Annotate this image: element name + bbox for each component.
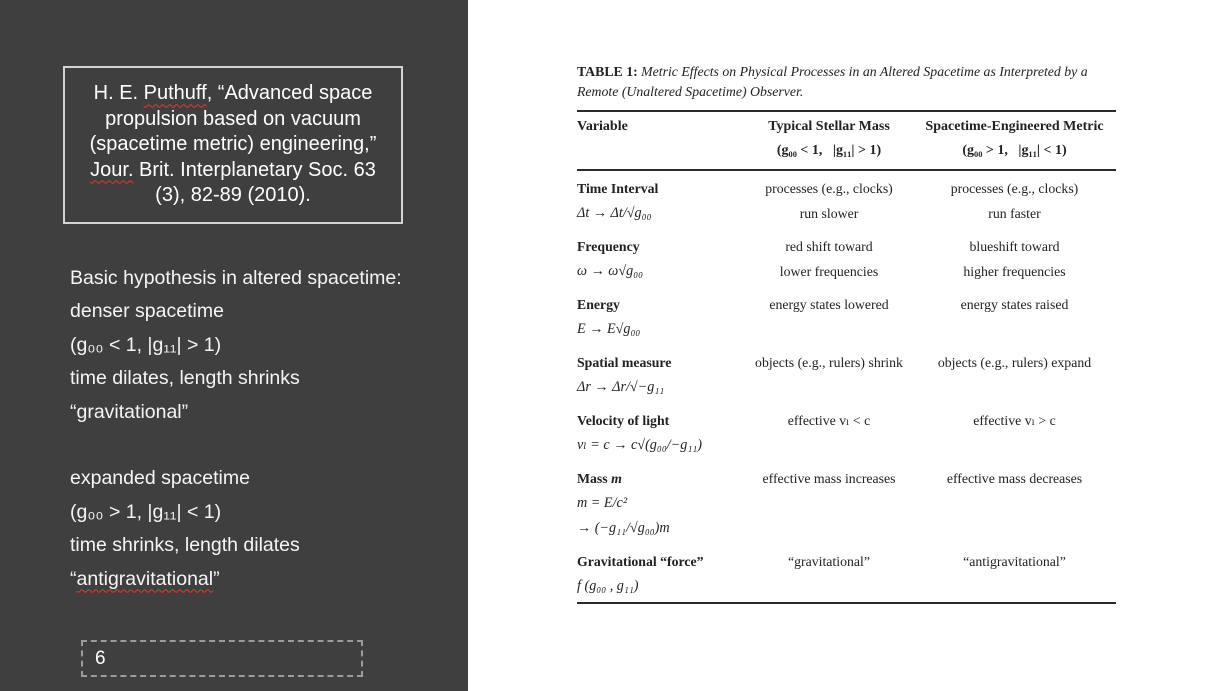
variable-name-segment: Energy: [577, 297, 620, 312]
stellar-mass-cell: [745, 549, 913, 599]
hypothesis-line-segment: time shrinks, length dilates: [70, 534, 300, 557]
table-header-row: [577, 112, 1116, 169]
stellar-mass-line: processes (e.g., clocks): [765, 181, 893, 196]
engineered-metric-line: objects (e.g., rulers) expand: [937, 355, 1092, 370]
stellar-mass-line: objects (e.g., rulers) shrink: [755, 355, 903, 370]
variable-cell: [577, 292, 745, 342]
column-header-stellar-condition: (g₀₀ < 1, |g₁₁| > 1): [776, 143, 882, 158]
hypothesis-line: [70, 529, 462, 562]
column-header-engineered: Spacetime-Engineered Metric: [925, 119, 1104, 134]
variable-cell: [577, 408, 745, 458]
engineered-metric-line: higher frequencies: [963, 264, 1066, 279]
variable-name: [577, 350, 745, 375]
engineered-metric-cell: [913, 549, 1116, 599]
table-row: [577, 403, 1116, 461]
table-row: [577, 345, 1116, 403]
hypothesis-line: [70, 429, 462, 462]
hypothesis-line-segment: antigravitational: [76, 567, 214, 590]
stellar-mass-cell: [745, 176, 913, 226]
hypothesis-line: [70, 563, 462, 596]
citation-line: [65, 107, 401, 132]
citation-line: [65, 183, 401, 208]
citation-line-segment: , “Advanced space: [206, 82, 373, 105]
variable-formula: f (g₀₀ , g₁₁): [577, 578, 639, 594]
variable-name-segment: Frequency: [577, 239, 640, 254]
slide-number: 6: [95, 647, 106, 669]
table-caption-label: TABLE 1:: [577, 64, 638, 79]
stellar-mass-cell: [745, 234, 913, 284]
engineered-metric-line: effective vₗ > c: [973, 413, 1056, 428]
stellar-mass-line: run slower: [799, 206, 859, 221]
stellar-mass-line: effective vₗ < c: [787, 413, 871, 428]
hypothesis-line-segment: “gravitational”: [70, 400, 189, 423]
engineered-metric-line: run faster: [988, 206, 1041, 221]
citation-line-segment: (spacetime metric) engineering,”: [89, 133, 377, 156]
hypothesis-line: [70, 396, 462, 429]
variable-cell: [577, 350, 745, 400]
table-row: [577, 229, 1116, 287]
table-bottom-rule: [577, 602, 1116, 604]
engineered-metric-line: processes (e.g., clocks): [950, 181, 1079, 196]
variable-name: [577, 176, 745, 201]
stellar-mass-line: energy states lowered: [769, 297, 889, 312]
citation-line: [65, 81, 401, 106]
engineered-metric-cell: [913, 466, 1116, 541]
variable-formula: → (−g₁₁/√g₀₀)m: [577, 520, 670, 536]
stellar-mass-cell: [745, 408, 913, 458]
citation-line-segment: propulsion based on vacuum: [105, 107, 361, 130]
engineered-metric-cell: [913, 408, 1116, 458]
citation-line-segment: Brit. Interplanetary Soc. 63: [133, 158, 376, 181]
hypothesis-line: [70, 462, 462, 495]
engineered-metric-line: effective mass decreases: [946, 471, 1083, 486]
citation-line-segment: (3), 82-89 (2010).: [155, 184, 311, 207]
table-row: [577, 461, 1116, 544]
citation-line-segment: H. E.: [93, 82, 144, 105]
hypothesis-line-segment: (g₀₀ > 1, |g₁₁| < 1): [70, 500, 222, 523]
slide-number-placeholder[interactable]: [81, 640, 363, 677]
hypothesis-line-segment: expanded spacetime: [70, 467, 250, 490]
hypothesis-line: [70, 262, 462, 295]
table-row: [577, 544, 1116, 602]
table-row: [577, 171, 1116, 229]
engineered-metric-line: blueshift toward: [969, 239, 1060, 254]
stellar-mass-line: effective mass increases: [762, 471, 896, 486]
stellar-mass-cell: [745, 466, 913, 541]
variable-formula: E → E√g₀₀: [577, 321, 641, 337]
variable-name: [577, 408, 745, 433]
engineered-metric-line: “antigravitational”: [963, 554, 1066, 569]
table-body: [577, 171, 1116, 602]
hypothesis-line-segment: “: [70, 567, 77, 590]
engineered-metric-cell: [913, 292, 1116, 342]
column-header-stellar: Typical Stellar Mass: [768, 119, 890, 134]
variable-formula: ω → ω√g₀₀: [577, 263, 644, 279]
table-caption-body: Metric Effects on Physical Processes in an Altered Spacetime as Interpreted by a Remote (Unaltered Spacetime) Observer.: [577, 64, 1088, 99]
engineered-metric-cell: [913, 350, 1116, 400]
hypothesis-line: [70, 362, 462, 395]
variable-name-segment: Time Interval: [577, 181, 659, 196]
engineered-metric-cell: [913, 234, 1116, 284]
citation-line: [65, 158, 401, 183]
hypothesis-line: [70, 496, 462, 529]
citation-text-box[interactable]: [63, 66, 403, 224]
stellar-mass-cell: [745, 292, 913, 342]
citation-line-segment: Puthuff: [143, 82, 207, 105]
variable-cell: [577, 549, 745, 599]
variable-name-segment: Gravitational “force”: [577, 554, 704, 569]
engineered-metric-line: energy states raised: [960, 297, 1069, 312]
variable-formula: Δr → Δr/√−g₁₁: [577, 379, 665, 395]
hypothesis-line-segment: (g₀₀ < 1, |g₁₁| > 1): [70, 333, 222, 356]
hypothesis-line-segment: time dilates, length shrinks: [70, 367, 300, 390]
table-caption: [577, 62, 1116, 101]
hypothesis-line-segment: denser spacetime: [70, 300, 224, 323]
citation-line-segment: Jour.: [90, 158, 134, 181]
hypothesis-line-segment: ”: [213, 567, 220, 590]
citation-line: [65, 132, 401, 157]
variable-name: [577, 292, 745, 317]
engineered-metric-cell: [913, 176, 1116, 226]
stellar-mass-cell: [745, 350, 913, 400]
hypothesis-line: [70, 329, 462, 362]
table-row: [577, 287, 1116, 345]
hypothesis-line-segment: Basic hypothesis in altered spacetime:: [70, 267, 402, 289]
variable-name-segment: Mass: [577, 471, 612, 486]
variable-formula: Δt → Δt/√g₀₀: [577, 205, 652, 221]
variable-cell: [577, 176, 745, 226]
metric-effects-table[interactable]: [577, 62, 1116, 604]
stellar-mass-line: red shift toward: [785, 239, 873, 254]
variable-formula: vₗ = c → c√(g₀₀/−g₁₁): [577, 437, 702, 453]
variable-name-segment: m: [611, 471, 622, 486]
variable-name-segment: Velocity of light: [577, 413, 670, 428]
column-header-engineered-condition: (g₀₀ > 1, |g₁₁| < 1): [962, 143, 1067, 158]
stellar-mass-line: “gravitational”: [788, 554, 870, 569]
variable-name: [577, 466, 745, 491]
hypothesis-line: [70, 295, 462, 328]
hypothesis-text-block[interactable]: [70, 262, 462, 596]
column-header-variable: Variable: [577, 119, 628, 134]
variable-name-segment: Spatial measure: [577, 355, 672, 370]
stellar-mass-line: lower frequencies: [779, 264, 879, 279]
variable-name: [577, 234, 745, 259]
variable-name: [577, 549, 745, 574]
variable-cell: [577, 234, 745, 284]
variable-cell: [577, 466, 745, 541]
variable-formula: m = E/c²: [577, 495, 628, 511]
